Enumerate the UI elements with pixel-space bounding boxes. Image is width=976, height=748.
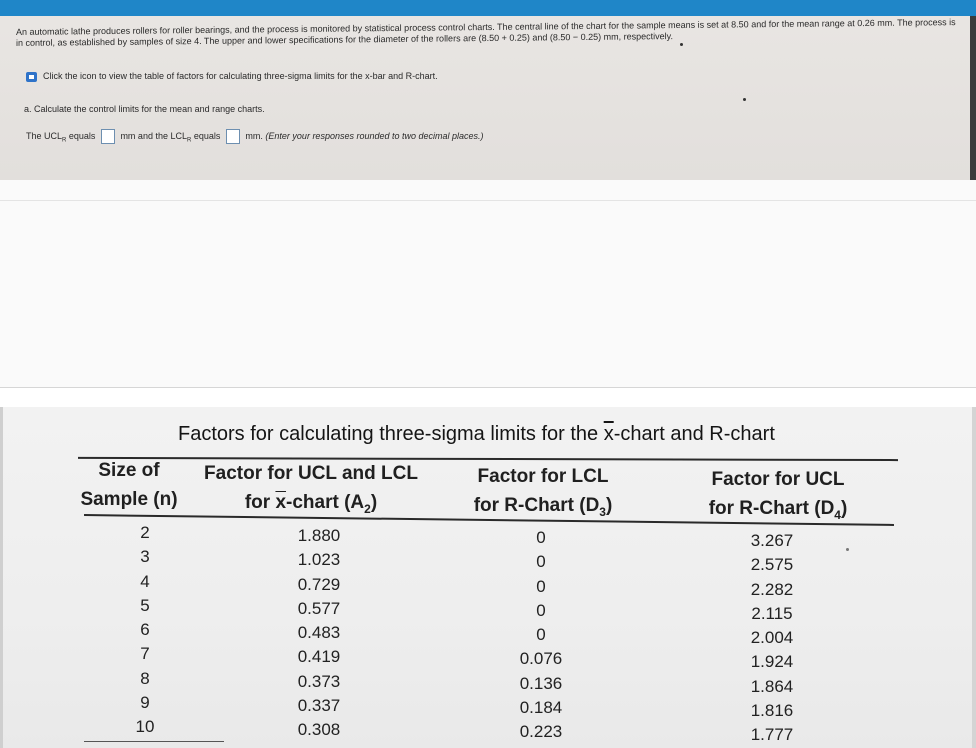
- cell-n: 7: [140, 644, 150, 664]
- cell-n: 3: [140, 547, 150, 567]
- cell-a2: 1.880: [297, 526, 341, 545]
- blank-area: [0, 180, 976, 388]
- cell-d4: 1.924: [750, 652, 794, 672]
- cell-n: 8: [140, 668, 150, 688]
- title-xbar: x: [603, 423, 614, 445]
- cell-d3: 0: [536, 576, 546, 596]
- column-a2: [279, 524, 359, 743]
- header-line: Factor for LCL: [477, 466, 609, 487]
- header-line: Factor for UCL: [711, 469, 845, 490]
- cell-n: 6: [140, 620, 150, 640]
- cell-a2: 0.577: [297, 598, 341, 618]
- header-line: Factor for UCL and LCL: [204, 463, 418, 484]
- photo-edge: [972, 407, 976, 748]
- photo-edge: [0, 407, 3, 748]
- screen-edge: [970, 16, 976, 180]
- cell-a2: 0.419: [297, 647, 341, 667]
- cell-d3: 0.184: [519, 698, 563, 718]
- cell-d4: 2.282: [750, 579, 794, 599]
- header-line: for R-Chart $(D_3)$: [473, 495, 613, 519]
- cell-d3: 0.076: [519, 649, 563, 669]
- ucl-label: The UCL: [26, 130, 63, 141]
- cell-d4: 1.864: [750, 676, 794, 696]
- answer-row: [26, 129, 484, 144]
- table-bottom-rule: [84, 741, 224, 742]
- column-d3: [506, 526, 576, 745]
- cell-a2: 0.373: [297, 671, 341, 691]
- cell-d4: 1.816: [750, 701, 794, 721]
- header-line: Sample (n): [80, 489, 178, 510]
- divider: [0, 200, 976, 201]
- cell-n: 4: [140, 571, 150, 591]
- cell-d3: 0.136: [519, 673, 563, 693]
- column-d4: [732, 529, 812, 748]
- title-text-end: -chart and R-chart: [613, 423, 775, 445]
- answer-unit: mm.: [245, 130, 263, 141]
- part-a-label: a. Calculate the control limits for the mean and range charts.: [24, 104, 265, 114]
- cell-a2: 1.023: [297, 550, 341, 570]
- header-line: for x-chart $(A_2)$: [244, 492, 378, 516]
- cell-d4: 1.777: [750, 725, 794, 745]
- cell-d4: 3.267: [750, 531, 794, 550]
- cell-a2: 0.483: [297, 623, 341, 643]
- lcl-equals: equals: [193, 130, 221, 141]
- answer-note: (Enter your responses rounded to two decimal places.): [265, 130, 484, 141]
- cell-a2: 0.729: [297, 574, 341, 594]
- ucl-r-input[interactable]: [101, 129, 115, 144]
- icon-instruction-row[interactable]: [26, 71, 438, 82]
- cell-d3: 0: [536, 600, 546, 620]
- cell-n: 10: [135, 717, 155, 737]
- question-panel: [0, 0, 976, 180]
- cell-n: 2: [140, 523, 150, 542]
- lcl-r-input[interactable]: [226, 129, 240, 144]
- speck: [846, 548, 849, 551]
- ucl-sub: R: [62, 137, 67, 144]
- ucl-equals: equals: [68, 130, 96, 141]
- cell-d3: 0.223: [519, 722, 563, 742]
- cell-a2: 0.308: [297, 720, 341, 740]
- book-icon[interactable]: [26, 72, 37, 82]
- cell-d3: 0: [536, 552, 546, 572]
- factors-table-panel: [0, 407, 976, 748]
- icon-instruction-text: Click the icon to view the table of factors for calculating three-sigma limits for the x-bar and R-chart.: [43, 71, 438, 81]
- lcl-sub: R: [186, 137, 192, 144]
- header-d3: [455, 462, 631, 527]
- column-n: [115, 521, 175, 740]
- cell-n: 9: [140, 693, 150, 713]
- title-text: Factors for calculating three-sigma limits for the: [178, 423, 604, 445]
- header-a2: [196, 459, 426, 524]
- header-line: for R-Chart $(D_4)$: [708, 498, 848, 522]
- cell-a2: 0.337: [297, 696, 341, 716]
- question-paragraph: An automatic lathe produces rollers for roller bearings, and the process is monitored by statistical process control charts. The central line of the chart for the sample means is set at 8.50 and for the mean range at 0.26 mm. The process is in control, as established by samples of size 4. The upper and lower specifications for the diameter of the rollers are (8.50 + 0.25) and (8.50 − 0.25) mm, respectively.: [16, 17, 956, 48]
- cell-d3: 0: [536, 625, 546, 645]
- top-banner: [0, 0, 976, 16]
- cell-n: 5: [140, 595, 150, 615]
- cell-d4: 2.004: [750, 628, 794, 648]
- header-d4: [686, 465, 870, 530]
- header-line: Size of: [98, 460, 160, 481]
- speck: [680, 43, 683, 46]
- table-title: [178, 423, 775, 446]
- cell-d4: 2.575: [750, 555, 794, 575]
- lcl-label: mm and the LCL: [120, 130, 187, 141]
- divider: [0, 387, 976, 388]
- cell-d3: 0: [536, 528, 546, 547]
- speck: [743, 98, 746, 101]
- header-sample-size: [72, 456, 186, 514]
- cell-d4: 2.115: [751, 603, 793, 623]
